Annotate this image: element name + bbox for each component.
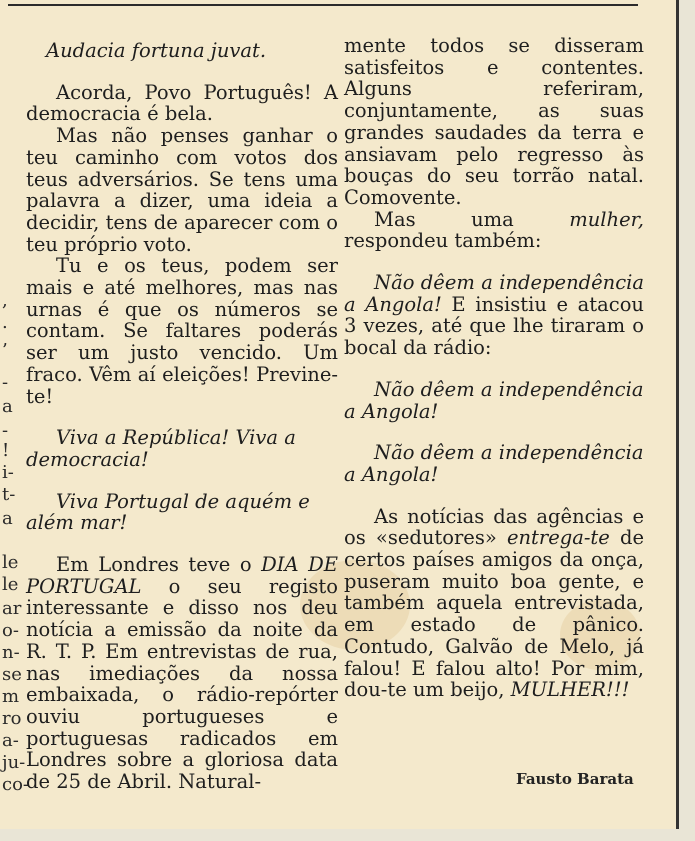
- margin-fragment: ro: [2, 708, 22, 729]
- paragraph-news: As notícias das agências e os «sedutores» entrega-te de certos países amigos da onça, puseram muito boa gente, e também aquela entrevistada, em estado de pânico. Contudo, Galvão de Melo, já falou! E falou alto! Por mim, dou-te um beijo, MULHER!!!: [344, 504, 644, 702]
- paragraph-wake-up: Acorda, Povo Português! A democracia é bela.: [26, 80, 338, 126]
- margin-fragment: .: [2, 312, 8, 333]
- cheer-portugal: Viva Portugal de aquém e além mar!: [26, 489, 310, 535]
- margin-fragment: !: [2, 440, 10, 461]
- margin-fragment: ar: [2, 598, 22, 619]
- left-column: [26, 40, 338, 793]
- right-column: [344, 35, 644, 701]
- margin-fragment: a: [2, 396, 13, 417]
- motto: Audacia fortuna juvat.: [46, 39, 267, 62]
- margin-fragment: n-: [2, 642, 20, 663]
- paragraph-vote: Mas não penses ganhar o teu caminho com votos dos teus adversários. Se tens uma palavra a dizer, uma ideia a decidir, tens de aparecer com o teu próprio voto.: [26, 124, 338, 256]
- margin-fragment: -: [2, 420, 9, 441]
- margin-fragment: -: [2, 372, 9, 393]
- spacer: [26, 62, 338, 82]
- right-rule: [676, 0, 679, 829]
- spacer: [26, 534, 338, 554]
- margin-fragment: a-: [2, 730, 19, 751]
- margin-fragment: le: [2, 552, 19, 573]
- author-signature: Fausto Barata: [516, 770, 634, 788]
- margin-fragment: ju-: [2, 752, 26, 773]
- margin-fragment: le: [2, 574, 19, 595]
- paragraph-woman: Mas uma mulher, respondeu também:: [344, 207, 644, 253]
- repeat-angola-2: Não dêem a independência a Angola!: [344, 441, 644, 486]
- margin-fragment: se: [2, 664, 22, 685]
- margin-fragment: t-: [2, 484, 16, 505]
- margin-fragment: a: [2, 508, 13, 529]
- margin-fragment: o-: [2, 620, 19, 641]
- margin-fragment: i-: [2, 462, 14, 483]
- margin-fragment: co-: [2, 774, 29, 795]
- margin-fragment: ’: [2, 340, 8, 361]
- paragraph-angola: Não dêem a independência a Angola! E insistiu e atacou 3 vezes, até que lhe tiraram o bocal da rádio:: [344, 271, 644, 360]
- spacer: [26, 471, 338, 491]
- paragraph-count: Tu e os teus, podem ser mais e até melhores, mas nas urnas é que os números se contam. Se faltares poderás ser um justo vencido. Um fraco. Vêm aí eleições! Previne-te!: [26, 254, 338, 408]
- margin-fragment: ,: [2, 290, 8, 311]
- paragraph-satisfied: mente todos se disseram satisfeitos e contentes. Alguns referiram, conjuntamente, as suas grandes saudades da terra e ansiavam pelo regresso às bouças do seu torrão natal. Comovente.: [344, 34, 644, 209]
- cheer-republic: Viva a República! Viva a democracia!: [26, 426, 296, 471]
- spacer: [344, 486, 644, 506]
- spacer: [344, 359, 644, 379]
- spacer: [26, 407, 338, 427]
- top-rule: [8, 4, 638, 6]
- repeat-angola-1: Não dêem a independência a Angola!: [344, 377, 644, 423]
- spacer: [344, 422, 644, 442]
- spacer: [344, 252, 644, 272]
- margin-fragment: m: [2, 686, 20, 707]
- paragraph-london: Em Londres teve o DIA DE PORTUGAL o seu registo interessante e disso nos deu notícia a emissão da noite da R. T. P. Em entrevistas de rua, nas imediações da nossa embaixada, o rádio-repórter ouviu portugueses e portuguesas radicados em Londres sobre a gloriosa data de 25 de Abril. Natural-: [26, 553, 338, 794]
